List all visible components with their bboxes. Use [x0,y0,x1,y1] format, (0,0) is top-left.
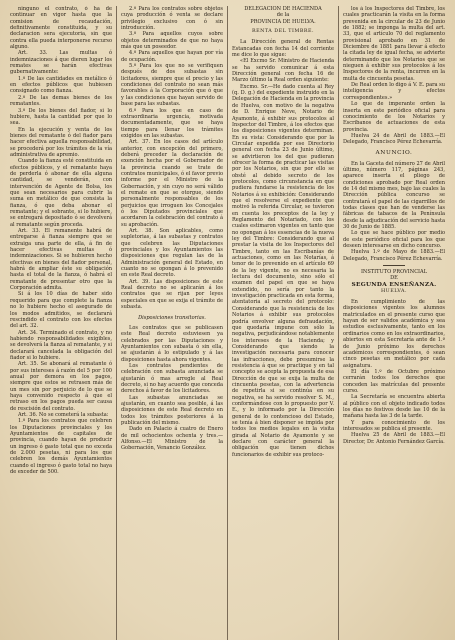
paragraph: Dado en Palacio á cuatro de Enero de mil ochocientos ochenta y tres.—Alfonso.—El Ministro de la Gobernación, Venancio González. [121,426,223,452]
paragraph: Y para conocimiento de los interesados se publica el presente. [343,419,445,432]
paragraph: Art. 35. Se abonará al rematante ó por sus intereses á razón del 5 por 100 anual por demora en los pagos, siempre que estos se retrasen más de un mes sin por perjuicio de lo que se haya convenido respecto á que el retraso en los pagos pueda ser causa de rescisión del contrato. [10,361,112,412]
paragraph: Lo que de imperante orden la inserta en este periódico oficial para conocimiento de los Notarios y Escribanos de actuaciones de esta provincia. [343,101,445,133]
paragraph: Las subastas anunciadas se ajustarán, en cuanto sea posible, á las disposiciones de este Real decreto en todos los trámites posteriores á la publicación del mismo. [121,394,223,426]
paragraph: 4.º Para aquellos que hayan por vía de ocupación. [121,50,223,63]
paragraph: 1.º Para los contratos que celebren los Diputaciones provinciales y los Ayuntamientos de capitales de provincia, cuando hayan de producir un ingreso ó gasto total que no exceda de 2.000 pesetas, ni para los que celebren los demás Ayuntamientos cuando el ingreso ó gasto total no haya de exceder de 500. [10,418,112,476]
paragraph: 5.º Para los que no se verifiquen después de dos subastas sin licitadores, siempre que el precio y las condiciones del contrato no sean más favorables á la Corporación que ó que y las condiciones que hayan servido de base para las subastas. [121,63,223,108]
paragraph: ninguno el contrato, ó ha de continuar en vigor hasta que la comision de recaudación, definitivamente constituida, y su declaracion sera ejecutoria, sin que contra ella pueda interponerse recurso alguno. [10,6,112,51]
paragraph: Los contratos pendientes de celebración con subasta anunciada se ajustarán ó mas arregle al Real decreto, si no hay acuerdo que conceda derechos á favor de los licitadores. [121,362,223,395]
column-1 [6,6,116,640]
anuncio-heading: ANUNCIO. [375,149,413,156]
paragraph: Lo que se hace público por medio de este periódico oficial para los que deseen interesarse en dicho concurso. [343,230,445,250]
paragraph: Art. 34. Terminado el contrato, y no habiendo responsabilidades exigibles, se devolverá la fianza al rematante, y si declarará cancelada la obligación del fiador si lo hubiere. [10,329,112,361]
paragraph: Art. 36. No se cometerá la subasta: [18,412,109,418]
section-heading-transitional: Disposiciones transitorias. [138,314,206,321]
paragraph: Art. 33. El remanente habrá de entregarse á fianza siempre que se extraiga una parte de ella, á fin de hacer efectivas multas ó indemnizaciones. Si se hubieren hecho efectivas en bienes del fiador personal, habrá de ampliar éste su obligación hasta el total de la fianza, ó habrá el rematante de presentar otro que la Corporación admita. [10,228,112,292]
paragraph: La Dirección general de Rentas Estancadas con fecha 14 del corriente me dice lo que sigue: [232,39,334,59]
paragraph: «El Excmo Sr. Ministro de Hacienda se ha servido comunicar á esta Dirección general con fecha 16 de Marzo último la Real orden siguiente: [232,58,334,84]
paragraph: El día 1.º de Octubre próximo cerrarán todos los derechos que conceden las matrículas del presente curso. [343,368,445,394]
paragraph: Excmo. Sr.—He dado cuenta al Rey (q. D. g.) del expediente instruido en la Delegación de Hacienda en la provincia de Huelva, con motivo de la negativa de D. Enrique Neve, Notario de Ayamonte, á exhibir sus protocolos al Inspector del Timbre, á los efectos que los disposiciones vigentes determinan. En su vista: Considerando que por la Circular expedida por ese Directorio general con fecha 23 de Junio último, se advirtieron los del que pudieran ofrecer la forma de practicar las visitas por los Notarios, sin que por ello se obsté al debido secreto de los protocolos, como circunstancia en que pudiera fundarse la resistencia de los Notarios á su exhibición: Considerando que el resolverse el expediente que motivó la referida Circular, se tuvieron en cuenta los preceptos de la ley y Reglamento del Notariado, con los cuales estimaron vigentes en tanto que no opongan á los essencias de la nueva ley del Timbre: Considerando que al prestar la visita de los Inspectores del Timbre, tanto en las Escribanías de actuaciones, como en las Notarías, á tenor de lo prevenido en el artículo 69 de la ley vigente, no es necesaria la lectura del documento, sino sólo el examen del papel en que se haya extendido, no sería por tanto la investigación practicada en esta forma, atentatoria al secreto del protocolo: Considerando que la resistencia de los Notarios á exhibir sus protocolos podría envolver alguna defraudación, que quedaría impune con sólo la negativa, perjudicándose notablemente los intereses de la Hacienda; y Considerando que siendo la investigación necesaria para conocer las infracciones, debe presumirse la resistencia á que se practique y en tal concepto se acepta la propuesta de esa Dirección de que se exija la multa de cincuenta pesetas, con la advertencia de repetirla si se continúa en su negativa, se ha servido resolver S. M., conformándose con lo propuesto por V. E., y lo informado por la Dirección general de lo contencioso del Estado, se tenía á bien disponer se impida por todos los medios legales en la visita girada al Notario de Ayamonte y se declare con carácter general la obligación que tienen dichos funcionarios de exhibir sus protoco- [232,83,334,458]
paragraph: Cuando la fianza esté constituida en efectos públicos, y el rematante haya de perderla ó abonar de ella alguna cantidad, se venderán, con intervención de Agente de Bolsa, los que sean necesarios para cubrir la suma en metálico de que consista la fianza, ó que deba abonar el rematante; y el sobrante, si lo hubiere, se entregará depositado ó se devolverá al rematante según proceda. [10,158,112,228]
paragraph: En cumplimiento de las disposiciones vigentes los alumnos matriculados en el presente curso que hayan de ser validos académica y sea estudios esclusivamente, tanto en los ordinarios como en los extraordinarios, abiertos en esta Secretaría ante de 1.º de Junio próximo los derechos académicos correspondientes, ó sean cinco pesetas en metálico por cada asignatura. [343,299,445,369]
paragraph: Art. 38. Son aplicables, como supletorias, á las subastas y contratos que celebren las Diputaciones provinciales y los Ayuntamientos las disposiciones que regulan las de la Administración general del Estado, en cuanto no se opongan á lo prevenido en este Real decreto. [121,228,223,279]
section-title-instituto: INSTITUTO PROVINCIAL [360,269,428,276]
section-subtitle: RENTA DEL TIMBRE. [252,29,314,35]
section-subtitle: HUELVA. [381,288,407,294]
paragraph: Art. 39. Las disposiciones de este Real decreto no se aplicarán á los contratos que se rijan por leyes especiales en que se exija el trámite de subasta. [121,278,223,311]
paragraph: Huelva 24 de Abril de 1883.—El Delegado, Francisco Pérez Echevarría. [343,132,445,146]
paragraph: los á los Inspectores del Timbre, los cuales practicarán la visita en la forma prevenida en la circular de 23 de Junio de 1882; se imponga la multa del art. 33, que el artículo 70 del reglamento provisional aprobado en 31 de Diciembre de 1881 para llevar á efecto la citada ley de igual fecha, se advierte determinando que los Notarios que se nieguen á exhibir sus protocolos á los Inspectores de la renta, incurren en la multa de cincuenta pesetas. [343,6,445,82]
paragraph: 3.º De los bienes del fiador, si lo hubiere, hasta la cantidad por que lo sea. [10,107,112,127]
paragraph: 2.º Para los contratos sobre objetos cuya producción ó venta se declare privilegio exclusivo con ó sin introducción. [121,6,223,32]
paragraph: Si á los 10 días de haber sido requerido para que complete la fianza no lo hubiere hecho el asegurado de los modos admitidos, se declarará rescindido el contrato con los efectos del art. 32. [10,291,112,330]
paragraph: La Secretaría se encuentra abierta al público con el objeto indicado todos los días no festivos desde las 10 de la mañana hasta las 3 de la tarde. [343,394,445,420]
paragraph: 1.º De las cantidades en metálico ó en efectos públicos que hubiesen consignado como fianza. [10,75,112,95]
paragraph: En la Gaceta del número 27 de Abril último, número 117, páginas 243, aparece inserta el pliego de condiciones aprobado por Real orden de 14 del mismo mes, bajo las cuales la Dirección pública concurso se contratará el papel de las cigarrillos de todas clases que han de venderse las fábricas de tabacos de la Península desde la adjudicación del servicio hasta 30 de Junio de 1885. [343,160,445,230]
column-2 [116,6,227,640]
paragraph: 6.º Para los que en caso de extraordinaria urgencia, motivada documentadamente, que se haya tiempo para llenar los trámites exigidos en las subastas. [121,107,223,139]
paragraph: De Real orden lo digo á V. E. para su inteligencia y efectos correspondientes.» [343,82,445,101]
paragraph: En la ejecución y venta de los bienes del rematante ó del fiador para hacer efectiva aquella responsabilidad, se procederá por los trámites de la vía administrativa de apremio. [10,126,112,158]
paragraph: Art. 37. En los casos del artículo anterior, con excepción del primero, deberá preceder la declaración de exención hecha por el Gobernador de la provincia cuando se trate de contratos municipales, ó el favor previo informe por el Ministro de la Gobernación, y sin cuyo no será válido el remate en que se otorgue, siendo personalmente responsables de los perjuicios que irroguen los Concejales ó los Diputados provinciales que acordaren la celebración del contrato á su aprobación. [121,139,223,228]
divider [383,265,405,266]
column-3 [227,6,338,640]
section-title-delegacion: DELEGACIÓN DE HACIENDA [244,6,322,12]
section-title-line: DE [390,275,398,282]
section-title-line: de la [276,12,290,19]
section-title-line: PROVINCIA DE HUELVA. [250,18,316,25]
paragraph: Huelva 1.º de Mayo de 1883.—El Delegado, Francisco Pérez Echevarría. [343,249,445,262]
columns [6,6,449,640]
paragraph: Los contratos que se publicasen este Real decreto estuviesen ya celebrados por las Diputaciones y Ayuntamientos con subasta ó sin ella, se ajustarán á lo estipulado y á las disposiciones hasta ahora vigentes. [121,324,223,363]
paragraph: Art. 33. Las multas ó indemnizaciones á que dieren lugar los remates se harán efectivas gubernativamente: [10,50,112,76]
paragraph: 2.º De las demas bienes de los rematantes. [10,94,112,108]
paragraph: 3.º Para aquellos cuyos sobre objetos determinados de que no haya más que un poseedor. [121,31,223,51]
paragraph: Huelva 25 de Abril de 1883.—El Director, Dr. Antonio Fernández García. [343,432,445,445]
section-title-line: SEGUNDA ENSEÑANZA. [351,281,437,288]
column-4 [338,6,449,640]
